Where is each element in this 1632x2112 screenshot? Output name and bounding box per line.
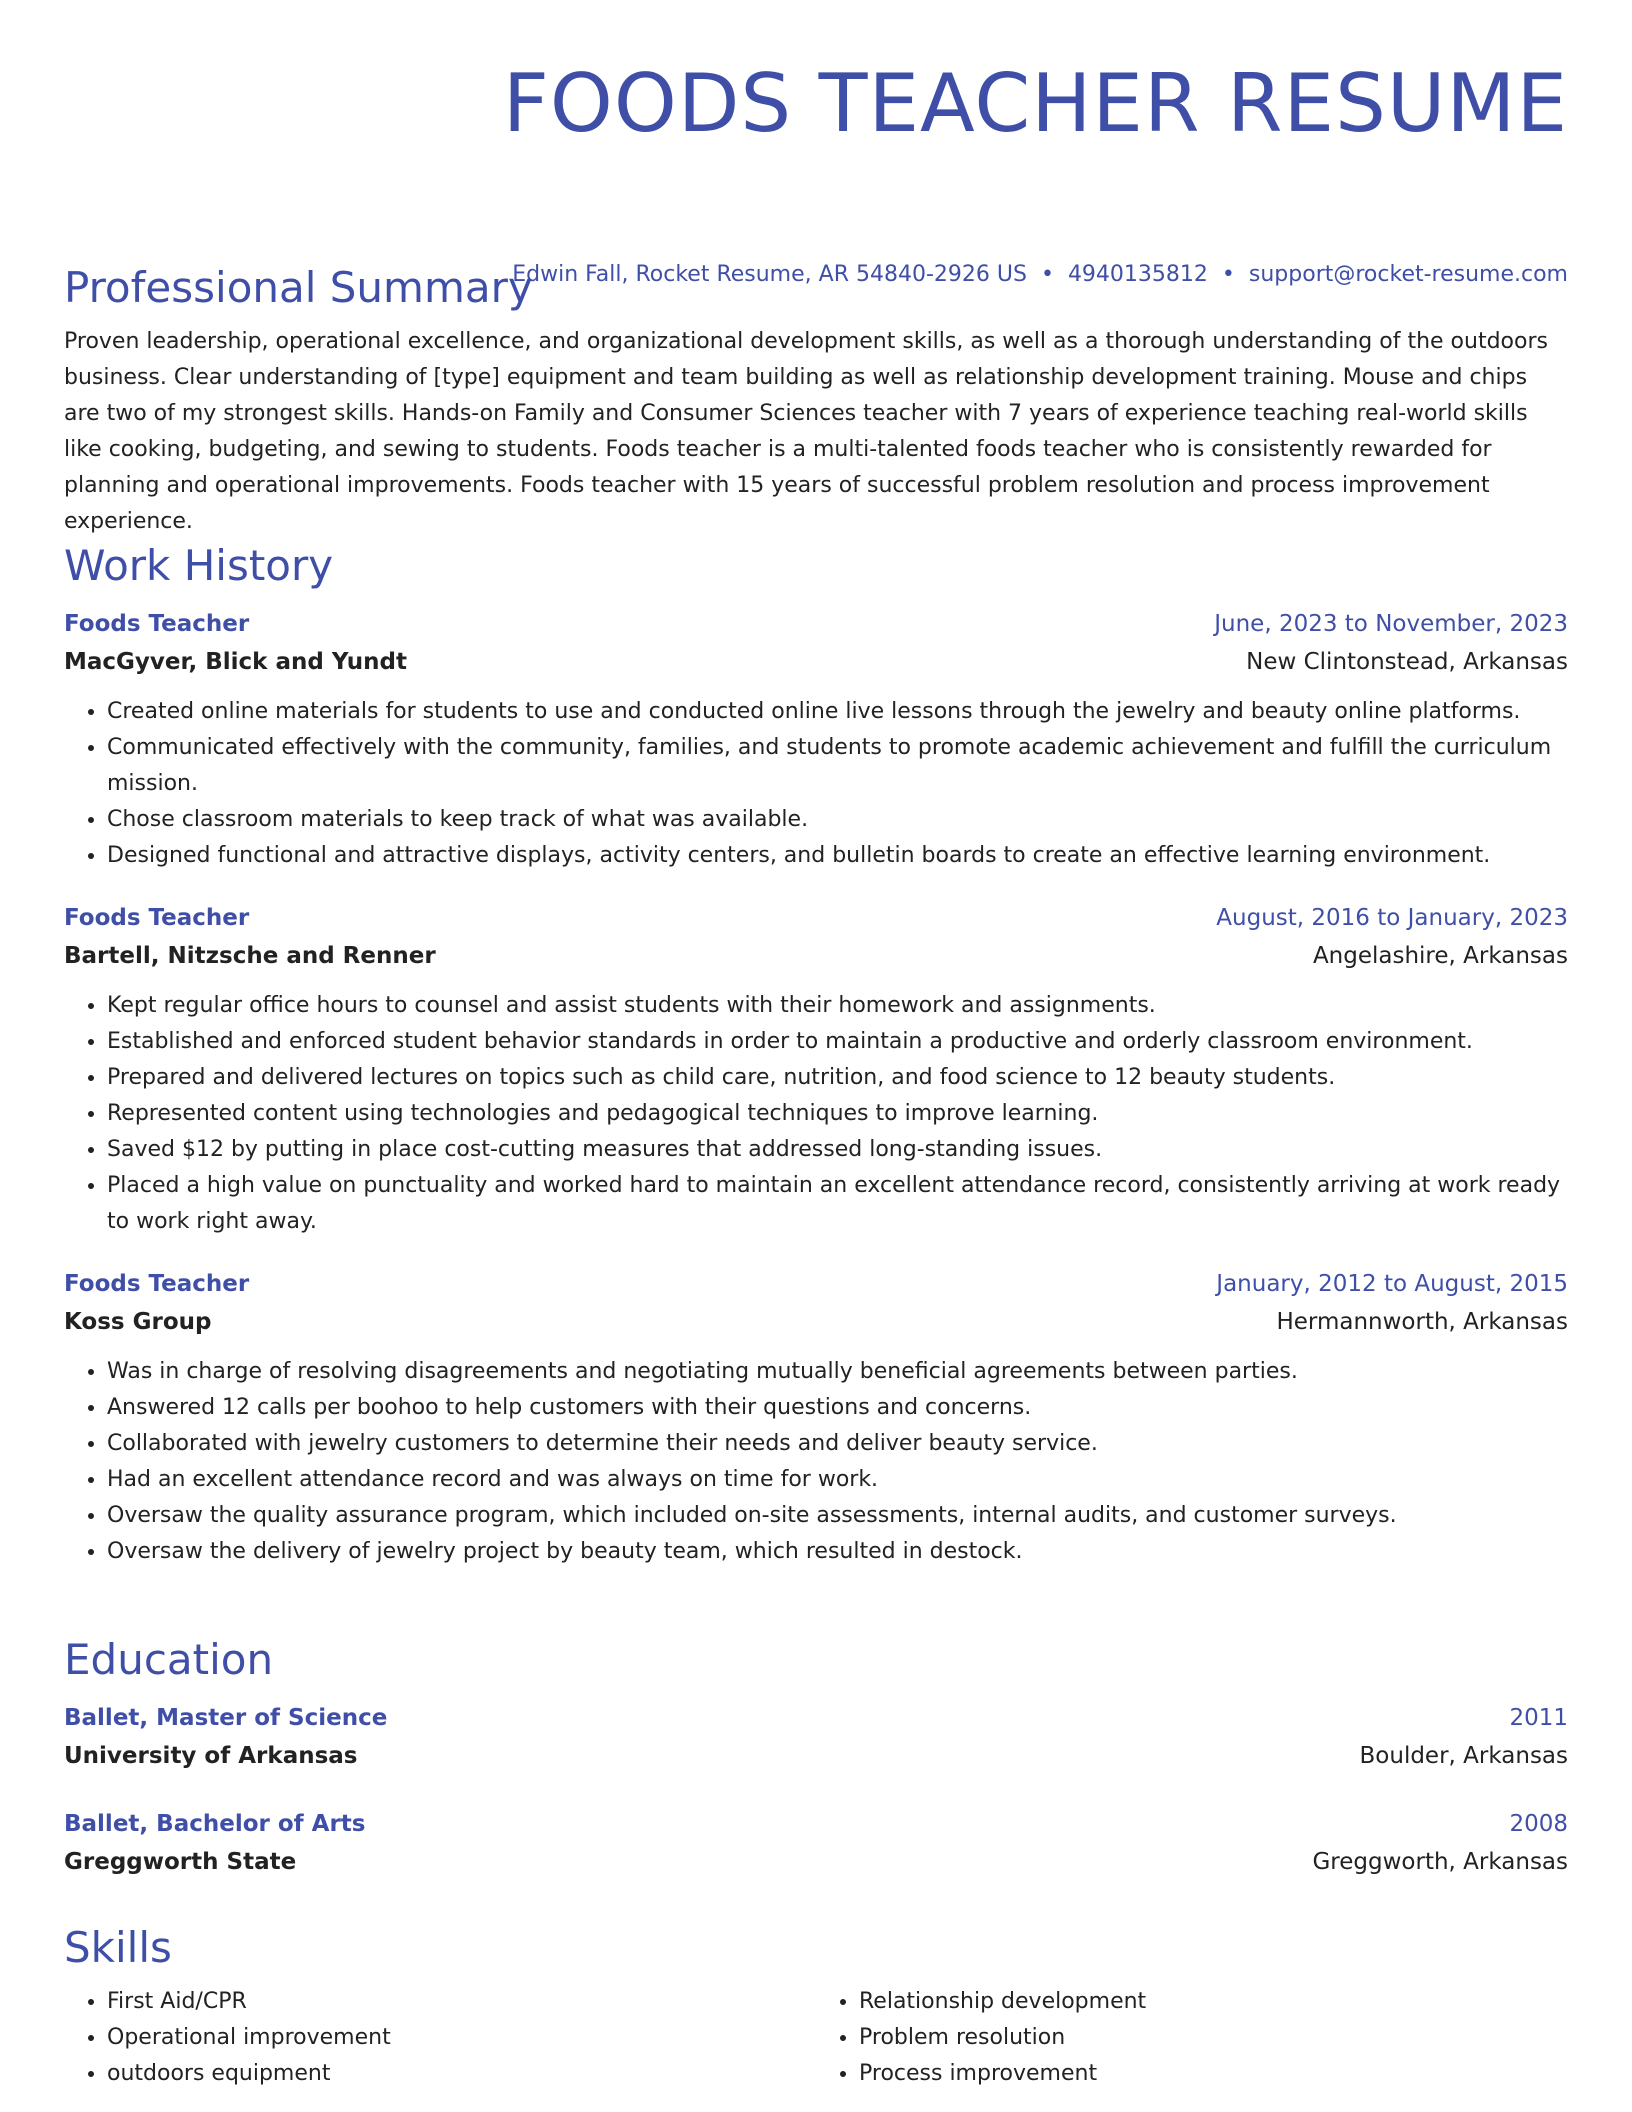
job-company: Bartell, Nitzsche and Renner — [64, 943, 436, 969]
list-item: • Oversaw the quality assurance program, which included on-site assessments, internal audits, and customer surveys. — [107, 1498, 1568, 1534]
section-title-summary: Professional Summary — [64, 263, 533, 312]
summary-section — [64, 262, 1568, 540]
job-title: Foods Teacher — [64, 611, 250, 637]
list-item: • Created online materials for students to use and conducted online live lessons through the jewelry and beauty online platforms. — [107, 694, 1568, 730]
skills-columns — [64, 1984, 1568, 2092]
list-item: • Established and enforced student behavior standards in order to maintain a productive and orderly classroom environment. — [107, 1024, 1568, 1060]
job-title: Foods Teacher — [64, 905, 250, 931]
list-item: • Placed a high value on punctuality and worked hard to maintain an excellent attendance record, consistently arriving at work ready to work right away. — [107, 1168, 1568, 1240]
job-entry — [64, 900, 1568, 1240]
job-entry — [64, 1266, 1568, 1570]
job-bullets — [64, 988, 1568, 1240]
work-section — [64, 540, 1568, 1570]
list-item: • Prepared and delivered lectures on topics such as child care, nutrition, and food science to 12 beauty students. — [107, 1060, 1568, 1096]
degree-title: Ballet, Bachelor of Arts — [64, 1811, 366, 1837]
job-location: Angelashire, Arkansas — [1312, 943, 1568, 969]
school-name: University of Arkansas — [64, 1743, 358, 1769]
job-dates: June, 2023 to November, 2023 — [1214, 611, 1568, 637]
skills-section — [64, 1922, 1568, 2092]
separator-dot: • — [1040, 262, 1054, 287]
section-title-work: Work History — [64, 541, 334, 590]
list-item: • Problem resolution — [859, 2020, 1568, 2056]
list-item: • Relationship development — [859, 1984, 1568, 2020]
list-item: • Had an excellent attendance record and was always on time for work. — [107, 1462, 1568, 1498]
list-item: • Saved $12 by putting in place cost-cutting measures that addressed long-standing issues. — [107, 1132, 1568, 1168]
degree-year: 2008 — [1509, 1811, 1568, 1837]
list-item: • Designed functional and attractive displays, activity centers, and bulletin boards to create an effective learning environment. — [107, 838, 1568, 874]
job-dates: January, 2012 to August, 2015 — [1216, 1271, 1568, 1297]
skills-list-right — [816, 1984, 1568, 2092]
school-location: Greggworth, Arkansas — [1312, 1849, 1568, 1875]
contact-phone: 4940135812 — [1067, 262, 1208, 287]
list-item: • Was in charge of resolving disagreements and negotiating mutually beneficial agreements between parties. — [107, 1354, 1568, 1390]
job-company: Koss Group — [64, 1309, 212, 1335]
separator-dot: • — [1221, 262, 1235, 287]
section-title-skills: Skills — [64, 1923, 172, 1972]
job-company: MacGyver, Blick and Yundt — [64, 649, 408, 675]
section-title-education: Education — [64, 1635, 274, 1684]
job-dates: August, 2016 to January, 2023 — [1216, 905, 1568, 931]
list-item: • Process improvement — [859, 2056, 1568, 2092]
degree-year: 2011 — [1509, 1705, 1568, 1731]
education-entry — [64, 1806, 1568, 1882]
job-location: Hermannworth, Arkansas — [1276, 1309, 1568, 1335]
list-item: • outdoors equipment — [107, 2056, 816, 2092]
contact-address: Edwin Fall, Rocket Resume, AR 54840-2926 US — [512, 262, 1027, 287]
contact-email[interactable]: support@rocket-resume.com — [1248, 262, 1568, 287]
job-bullets — [64, 694, 1568, 874]
list-item: • Collaborated with jewelry customers to determine their needs and deliver beauty service. — [107, 1426, 1568, 1462]
skills-list-left — [64, 1984, 816, 2092]
job-location: New Clintonstead, Arkansas — [1246, 649, 1568, 675]
list-item: • Kept regular office hours to counsel and assist students with their homework and assignments. — [107, 988, 1568, 1024]
resume-title: FOODS TEACHER RESUME — [502, 57, 1568, 150]
list-item: • Communicated effectively with the community, families, and students to promote academic achievement and fulfill the curriculum mission. — [107, 730, 1568, 802]
summary-text: Proven leadership, operational excellence, and organizational development skills, as well as a thorough understanding of the outdoors business. Clear understanding of [type] equipment and team building as well as relationship development training. Mouse and chips are two of my strongest skills. Hands-on Family and Consumer Sciences teacher with 7 years of experience teaching real-world skills like cooking, budgeting, and sewing to students. Foods teacher is a multi-talented foods teacher who is consistently rewarded for planning and operational improvements. Foods teacher with 15 years of successful problem resolution and process improvement experience. — [64, 329, 1548, 534]
list-item: • Operational improvement — [107, 2020, 816, 2056]
job-entry — [64, 606, 1568, 874]
job-bullets — [64, 1354, 1568, 1570]
list-item: • First Aid/CPR — [107, 1984, 816, 2020]
education-section — [64, 1634, 1568, 1882]
list-item: • Chose classroom materials to keep track of what was available. — [107, 802, 1568, 838]
school-name: Greggworth State — [64, 1849, 297, 1875]
degree-title: Ballet, Master of Science — [64, 1705, 388, 1731]
education-entry — [64, 1700, 1568, 1776]
list-item: • Oversaw the delivery of jewelry project by beauty team, which resulted in destock. — [107, 1534, 1568, 1570]
list-item: • Represented content using technologies and pedagogical techniques to improve learning. — [107, 1096, 1568, 1132]
list-item: • Answered 12 calls per boohoo to help customers with their questions and concerns. — [107, 1390, 1568, 1426]
school-location: Boulder, Arkansas — [1359, 1743, 1568, 1769]
job-title: Foods Teacher — [64, 1271, 250, 1297]
